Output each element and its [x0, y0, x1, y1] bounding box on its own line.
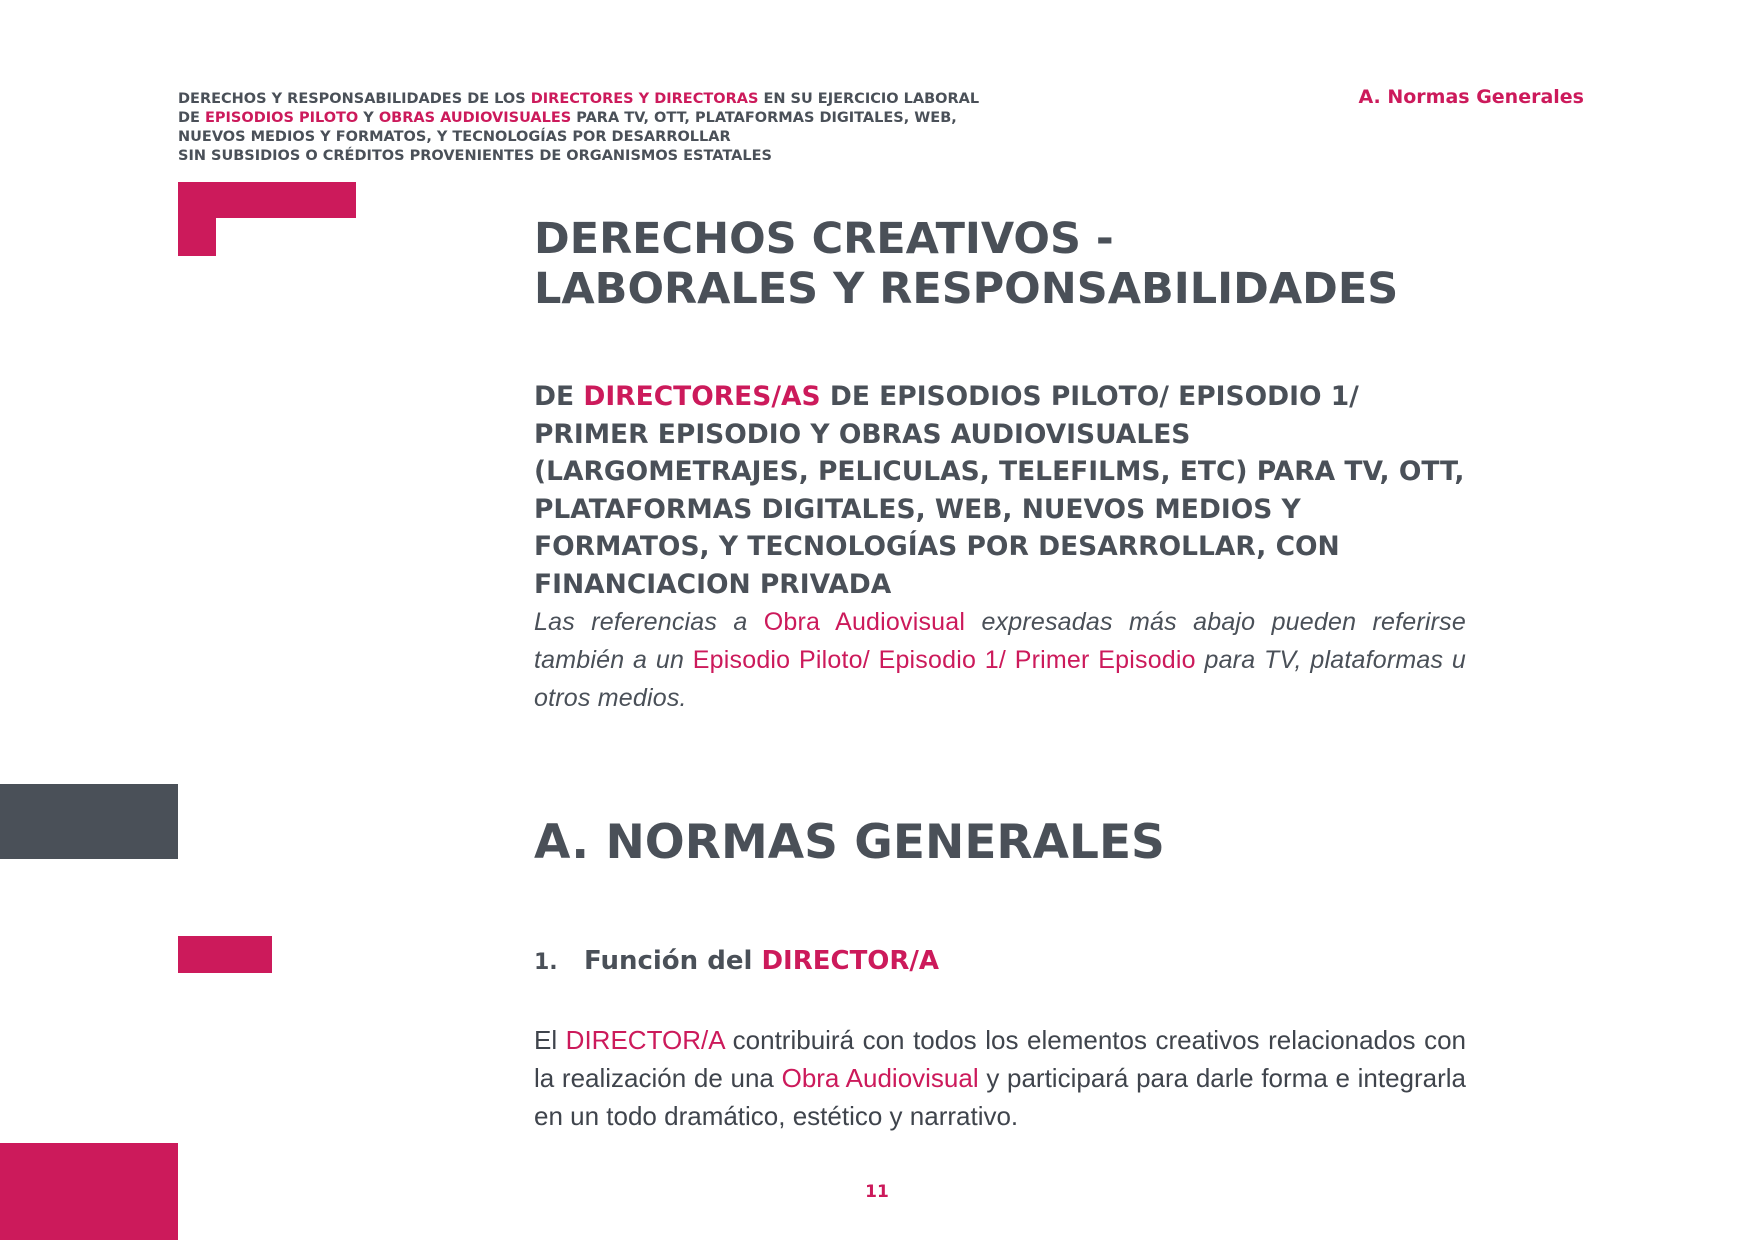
page-number: 11	[865, 1182, 889, 1202]
running-header	[178, 90, 1058, 166]
decor-corner-vertical	[178, 182, 216, 256]
header-line-1: DERECHOS Y RESPONSABILIDADES DE LOS DIRECTORES Y DIRECTORAS EN SU EJERCICIO LABORAL	[178, 91, 980, 107]
intro-paragraph: Las referencias a Obra Audiovisual expresadas más abajo pueden referirse también a un Episodio Piloto/ Episodio 1/ Primer Episodio para TV, plataformas u otros medios.	[534, 608, 1466, 712]
item-heading: 1. Función del DIRECTOR/A	[534, 946, 940, 976]
header-line-2: DE EPISODIOS PILOTO Y OBRAS AUDIOVISUALES PARA TV, OTT, PLATAFORMAS DIGITALES, WEB,	[178, 110, 957, 126]
section-tag: A. Normas Generales	[1358, 86, 1584, 108]
page-title: DERECHOS CREATIVOS - LABORALES Y RESPONSABILIDADES	[534, 214, 1399, 314]
header-line-3: NUEVOS MEDIOS Y FORMATOS, Y TECNOLOGÍAS POR DESARROLLAR	[178, 129, 731, 145]
page-subtitle: DE DIRECTORES/AS DE EPISODIOS PILOTO/ EPISODIO 1/ PRIMER EPISODIO Y OBRAS AUDIOVISUALES (LARGOMETRAJES, PELICULAS, TELEFILMS, ETC) PARA TV, OTT, PLATAFORMAS DIGITALES, WEB, NUEVOS MEDIOS Y FORMATOS, Y TECNOLOGÍAS POR DESARROLLAR, CON FINANCIACION PRIVADA	[534, 381, 1465, 600]
decor-pink-small	[178, 936, 272, 973]
item-number: 1.	[534, 950, 558, 975]
item-body: El DIRECTOR/A contribuirá con todos los elementos creativos relacionados con la realización de una Obra Audiovisual y participará para darle forma e integrarla en un todo dramático, estético y narrativo.	[534, 1025, 1467, 1131]
section-heading: A. NORMAS GENERALES	[534, 815, 1165, 870]
header-line-4: SIN SUBSIDIOS O CRÉDITOS PROVENIENTES DE ORGANISMOS ESTATALES	[178, 148, 772, 164]
decor-gray-bar	[0, 784, 178, 859]
